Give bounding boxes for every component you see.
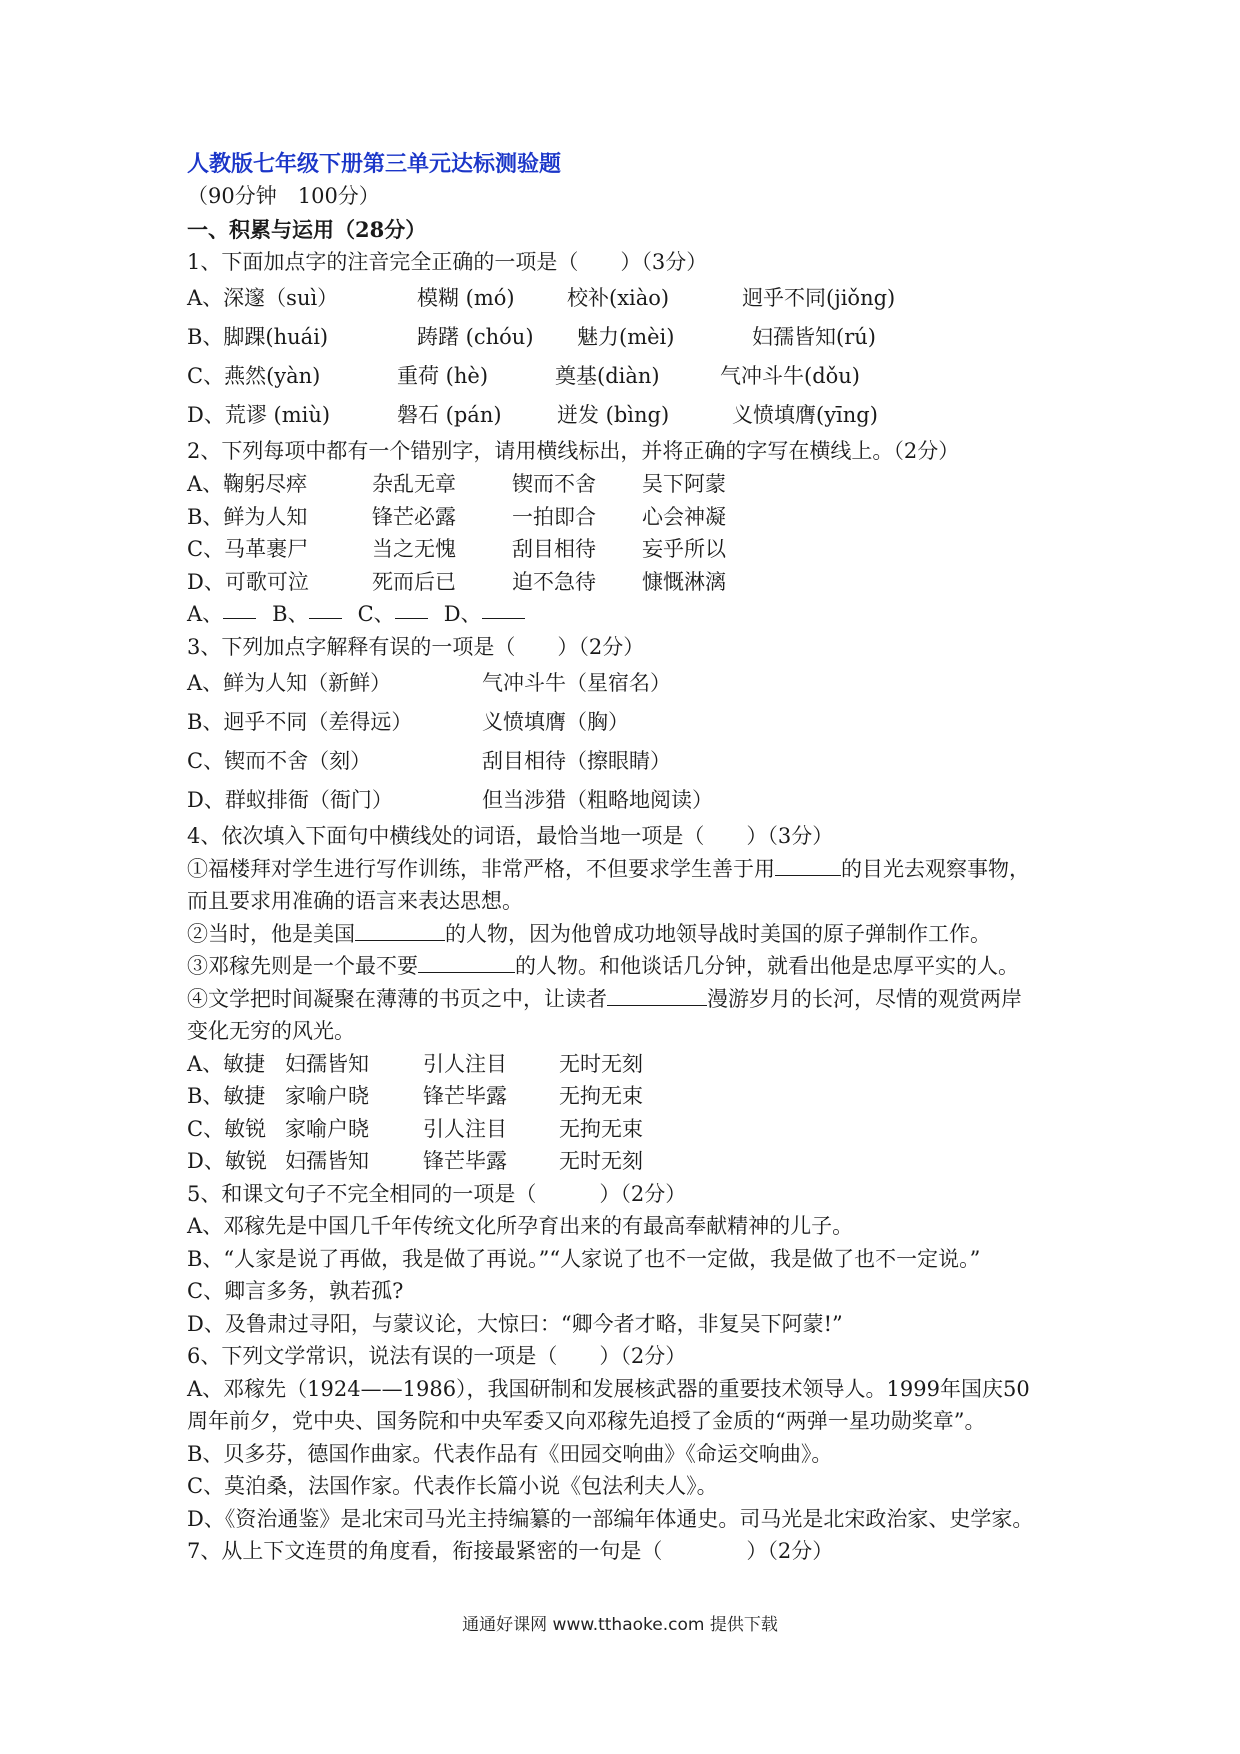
option-text: 妇孺皆知	[285, 1051, 369, 1076]
option-text: 刮目相待	[512, 537, 596, 561]
option-text: 校补(xiào)	[567, 286, 670, 310]
option-text: 踌躇 (chóu)	[417, 325, 534, 349]
option-text: 家喻户晓	[285, 1084, 369, 1108]
sentence-text: 的目光去观察事物，	[841, 856, 1030, 881]
option-text: C、马革裹尸	[187, 537, 309, 561]
fill-blank[interactable]	[355, 920, 445, 941]
option-text: A、深邃（suì）	[187, 286, 339, 310]
q6-option-b: B、贝多芬，德国作曲家。代表作品有《田园交响曲》《命运交响曲》。	[187, 1441, 833, 1466]
q2-option-row	[187, 566, 1087, 599]
q5-option: B、“人家是说了再做，我是做了再说。”“人家说了也不一定做，我是做了也不一定说。”	[187, 1246, 981, 1271]
exam-title: 人教版七年级下册第三单元达标测验题	[187, 151, 562, 177]
option-text: 磐石 (pán)	[397, 403, 502, 427]
option-text: D、可歌可泣	[187, 569, 309, 594]
q6-option-d: D、《资治通鉴》是北宋司马光主持编纂的一部编年体通史。司马光是北宋政治家、史学家。	[187, 1506, 1034, 1531]
question-4-stem: 4、依次填入下面句中横线处的词语，最恰当地一项是（ ）（3分）	[187, 823, 834, 848]
fill-blank[interactable]	[775, 855, 841, 876]
option-text: 气冲斗牛（星宿名）	[482, 670, 671, 695]
option-text: A、鞠躬尽瘁	[187, 472, 308, 496]
option-text: B、脚踝(huái)	[187, 325, 329, 349]
q6-option-c: C、莫泊桑，法国作家。代表作长篇小说《包法利夫人》。	[187, 1474, 718, 1498]
answer-label: B、	[272, 602, 309, 626]
q5-option: D、及鲁肃过寻阳，与蒙议论，大惊曰：“卿今者才略，非复吴下阿蒙!”	[187, 1311, 843, 1336]
answer-label: A、	[187, 602, 224, 626]
option-text: 但当涉猎（粗略地阅读）	[482, 787, 713, 812]
option-text: 妇孺皆知	[285, 1149, 369, 1173]
option-text: 妄乎所以	[642, 537, 726, 561]
option-text: 吴下阿蒙	[642, 472, 726, 496]
option-text: B、迥乎不同（差得远）	[187, 709, 413, 734]
sentence-text: ③邓稼先则是一个最不要	[187, 954, 418, 978]
option-text: 妇孺皆知(rú)	[752, 325, 876, 349]
q3-option-row	[187, 664, 1087, 703]
answer-blank[interactable]	[309, 598, 342, 619]
q4-sentence-1	[187, 853, 1087, 918]
option-text: A、邓稼先（1924——1986），我国研制和发展核武器的重要技术领导人。1999年国庆50	[187, 1376, 1030, 1401]
answer-blank[interactable]	[223, 598, 256, 619]
exam-duration: （90分钟 100分）	[187, 184, 380, 208]
option-text: 奠基(diàn)	[555, 364, 660, 388]
option-text: 迫不急待	[512, 569, 596, 594]
q4-option-row	[187, 1048, 1087, 1081]
sentence-text: 变化无穷的风光。	[187, 1019, 355, 1043]
q4-option-row	[187, 1080, 1087, 1113]
option-text: 引人注目	[423, 1051, 507, 1076]
option-text: C、锲而不舍（刻）	[187, 748, 372, 773]
q1-option-row	[187, 396, 1087, 435]
option-text: 慷慨淋漓	[642, 569, 726, 594]
option-text: C、敏锐	[187, 1116, 267, 1141]
q1-option-row	[187, 318, 1087, 357]
option-text: D、群蚁排衙（衙门）	[187, 787, 393, 812]
option-text: 心会神凝	[642, 504, 726, 529]
fill-blank[interactable]	[607, 985, 707, 1006]
q5-option: C、卿言多务，孰若孤?	[187, 1279, 404, 1303]
option-text: 锋芒毕露	[423, 1149, 507, 1173]
option-text: 模糊 (mó)	[417, 286, 515, 310]
option-text: 迥乎不同(jiǒng)	[742, 286, 896, 310]
q2-answer-row	[187, 598, 1087, 631]
option-text: A、敏捷	[187, 1051, 266, 1076]
q3-option-row	[187, 781, 1087, 820]
option-text: 魅力(mèi)	[577, 325, 675, 349]
answer-blank[interactable]	[482, 598, 525, 619]
q5-option: A、邓稼先是中国几千年传统文化所孕育出来的有最高奉献精神的儿子。	[187, 1214, 854, 1238]
question-5-stem: 5、和课文句子不完全相同的一项是（ ）（2分）	[187, 1181, 687, 1206]
option-text: 无拘无束	[559, 1084, 643, 1108]
option-text: 当之无愧	[372, 537, 456, 561]
option-text: D、敏锐	[187, 1149, 267, 1173]
option-text: 锋芒必露	[372, 504, 456, 529]
option-text: 迸发 (bìng)	[557, 403, 670, 427]
question-3-stem: 3、下列加点字解释有误的一项是（ ）（2分）	[187, 634, 645, 659]
option-text: 无拘无束	[559, 1116, 643, 1141]
q2-option-row	[187, 533, 1087, 566]
answer-label: C、	[357, 602, 395, 626]
option-text: 锋芒毕露	[423, 1084, 507, 1108]
q1-option-row	[187, 357, 1087, 396]
option-text: 刮目相待（擦眼睛）	[482, 748, 671, 773]
question-2-stem: 2、下列每项中都有一个错别字，请用横线标出，并将正确的字写在横线上。（2分）	[187, 439, 960, 463]
sentence-text: 的人物。和他谈话几分钟，就看出他是忠厚平实的人。	[515, 954, 1019, 978]
fill-blank[interactable]	[418, 952, 515, 973]
option-text: 重荷 (hè)	[397, 364, 489, 388]
q2-option-row	[187, 501, 1087, 534]
q4-option-row	[187, 1145, 1087, 1178]
q1-option-row	[187, 279, 1087, 318]
sentence-text: ①福楼拜对学生进行写作训练，非常严格，不但要求学生善于用	[187, 856, 775, 881]
answer-blank[interactable]	[395, 598, 428, 619]
q4-sentence-4	[187, 983, 1087, 1048]
option-text: 义愤填膺（胸）	[482, 709, 629, 734]
sentence-text: 漫游岁月的长河，尽情的观赏两岸	[707, 986, 1022, 1011]
option-text: 无时无刻	[559, 1149, 643, 1173]
option-text: 无时无刻	[559, 1051, 643, 1076]
q4-sentence-3	[187, 950, 1087, 983]
option-text: 死而后已	[372, 569, 456, 594]
option-text: 杂乱无章	[372, 472, 456, 496]
option-text: D、荒谬 (miù)	[187, 403, 331, 427]
option-text: B、鲜为人知	[187, 504, 308, 529]
sentence-text: ④文学把时间凝聚在薄薄的书页之中，让读者	[187, 986, 607, 1011]
sentence-text: 而且要求用准确的语言来表达思想。	[187, 889, 523, 913]
option-text: 周年前夕，党中央、国务院和中央军委又向邓稼先追授了金质的“两弹一星功勋奖章”。	[187, 1409, 986, 1433]
question-6-stem: 6、下列文学常识，说法有误的一项是（ ）（2分）	[187, 1344, 687, 1368]
option-text: 锲而不舍	[512, 472, 596, 496]
q4-option-row	[187, 1113, 1087, 1146]
q3-option-row	[187, 742, 1087, 781]
question-7-stem: 7、从上下文连贯的角度看，衔接最紧密的一句是（ ）（2分）	[187, 1539, 834, 1563]
option-text: 一拍即合	[512, 504, 596, 529]
option-text: C、燕然(yàn)	[187, 364, 321, 388]
option-text: 家喻户晓	[285, 1116, 369, 1141]
question-1-stem: 1、下面加点字的注音完全正确的一项是（ ）（3分）	[187, 250, 708, 274]
sentence-text: 的人物，因为他曾成功地领导战时美国的原子弹制作工作。	[445, 921, 991, 946]
q2-option-row	[187, 468, 1087, 501]
section-heading: 一、积累与运用（28分）	[187, 217, 427, 242]
option-text: A、鲜为人知（新鲜）	[187, 670, 392, 695]
option-text: 引人注目	[423, 1116, 507, 1141]
option-text: B、敏捷	[187, 1084, 266, 1108]
answer-label: D、	[443, 602, 482, 626]
q4-sentence-2	[187, 918, 1087, 951]
q3-option-row	[187, 703, 1087, 742]
page-footer: 通通好课网 www.tthaoke.com 提供下载	[462, 1615, 778, 1635]
option-text: 气冲斗牛(dǒu)	[720, 364, 860, 388]
sentence-text: ②当时，他是美国	[187, 921, 355, 946]
q6-option-a	[187, 1373, 1087, 1438]
option-text: 义愤填膺(yīng)	[732, 403, 878, 427]
exam-page	[187, 148, 1087, 1568]
